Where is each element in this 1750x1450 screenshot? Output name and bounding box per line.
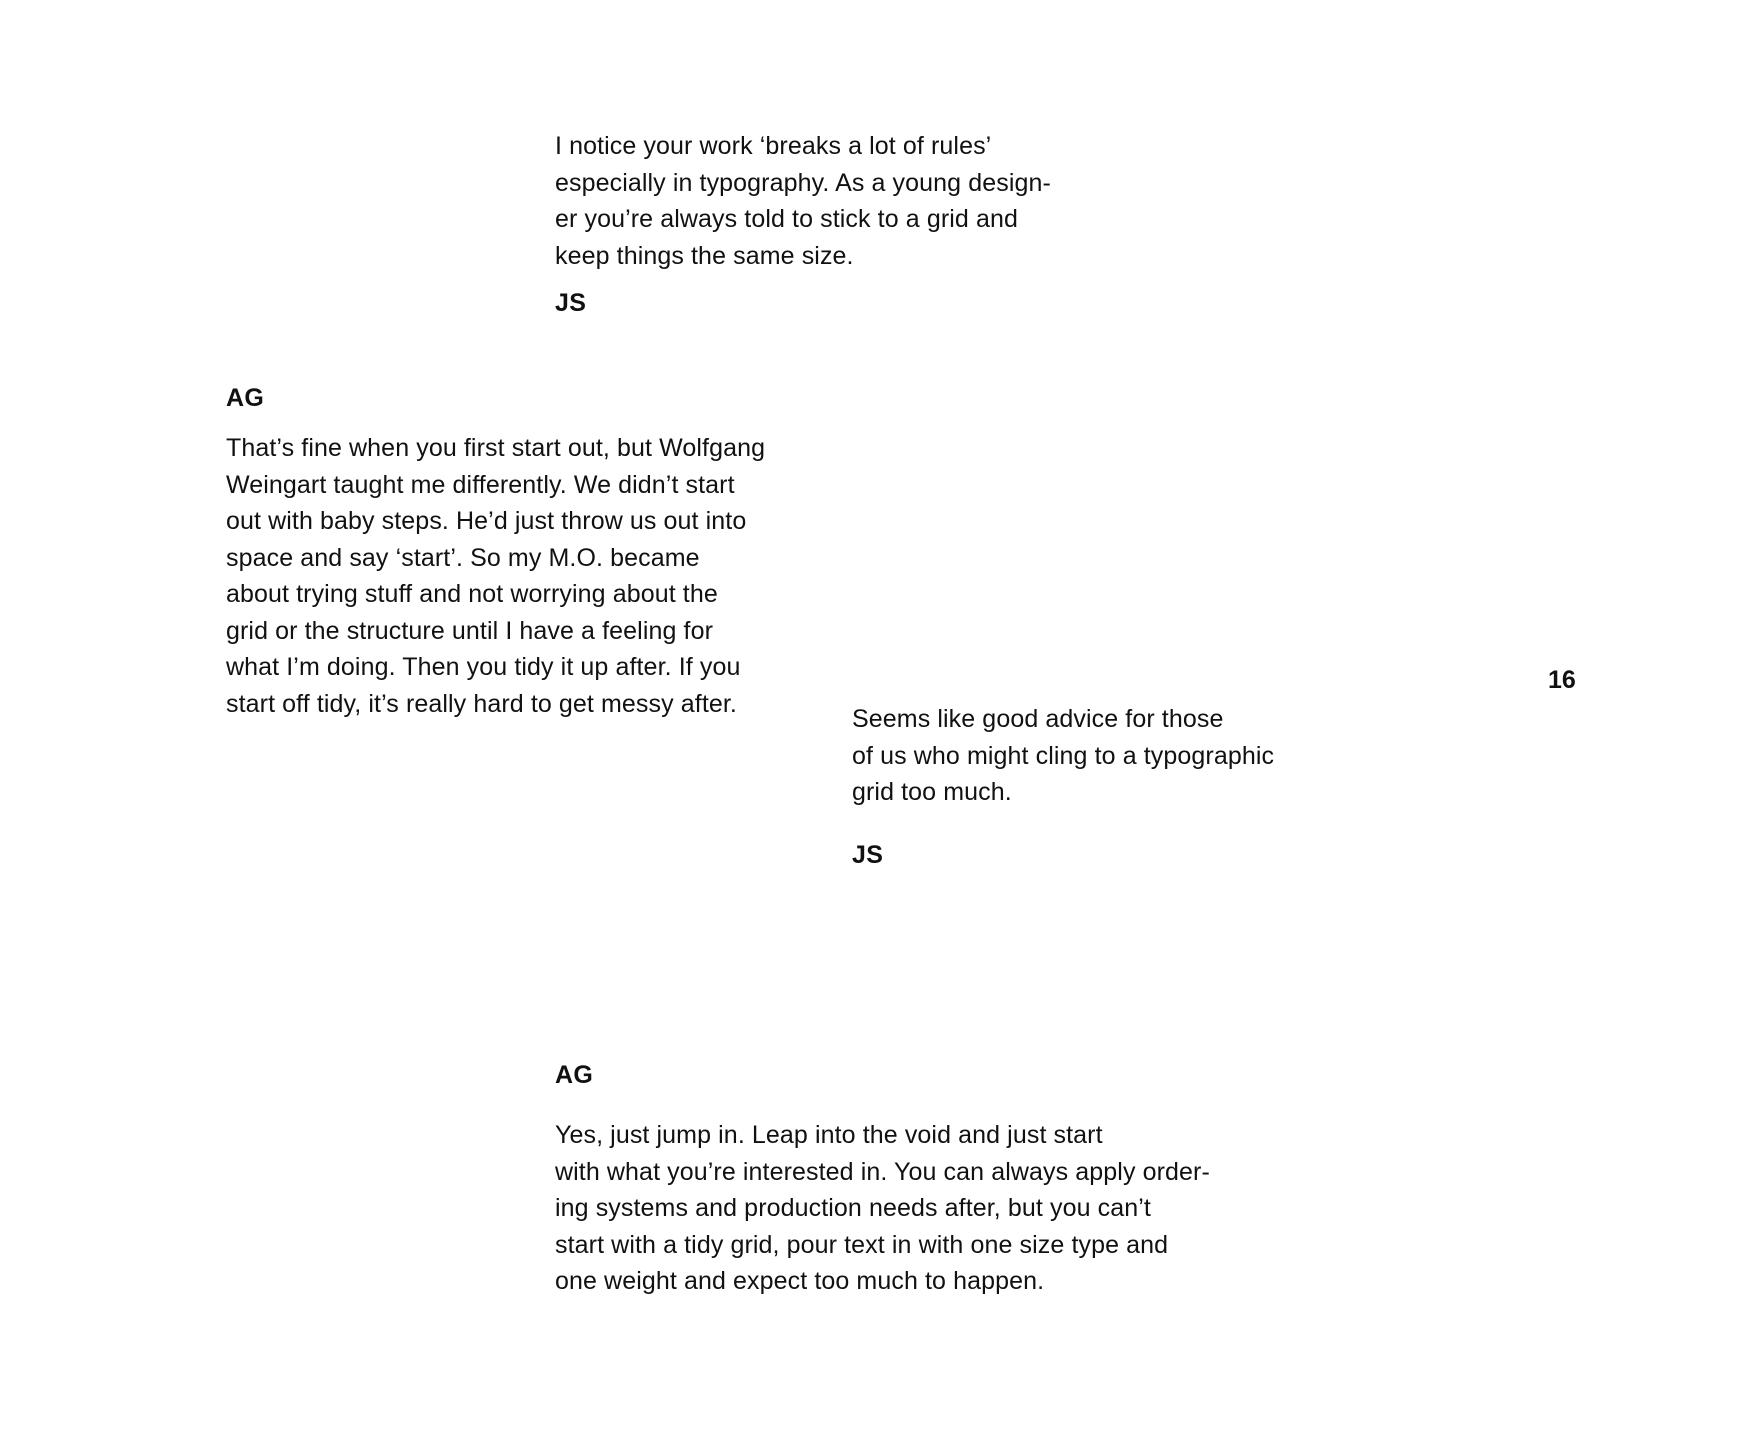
text-line: one weight and expect too much to happen. <box>555 1267 1045 1295</box>
speaker-label-ag-1: AG <box>226 384 265 412</box>
text-line: start off tidy, it’s really hard to get messy after. <box>226 689 737 718</box>
text-line: of us who might cling to a typographic <box>852 741 1275 770</box>
text-line: ing systems and production needs after, but you can’t <box>555 1194 1151 1222</box>
text-line: Yes, just jump in. Leap into the void and just start <box>555 1121 1103 1149</box>
text-line: space and say ‘start’. So my M.O. became <box>226 543 700 572</box>
text-line: keep things the same size. <box>555 241 854 270</box>
text-line: start with a tidy grid, pour text in with one size type and <box>555 1230 1169 1259</box>
question-js-2 <box>852 701 1274 811</box>
text-line: grid or the structure until I have a feeling for <box>226 616 714 645</box>
answer-ag-1 <box>226 430 765 722</box>
speaker-label-js-2: JS <box>852 841 884 869</box>
answer-ag-2 <box>555 1117 1210 1300</box>
text-line: Weingart taught me differently. We didn’t start <box>226 470 735 499</box>
text-line: er you’re always told to stick to a grid and <box>555 205 1018 233</box>
question-js-1 <box>555 128 1051 274</box>
text-line: about trying stuff and not worrying about the <box>226 580 718 608</box>
speaker-label-ag-2: AG <box>555 1061 594 1089</box>
text-line: out with baby steps. He’d just throw us out into <box>226 507 747 535</box>
text-line: That’s fine when you first start out, but Wolfgang <box>226 434 766 462</box>
page-number: 16 <box>1548 666 1576 694</box>
text-line: I notice your work ‘breaks a lot of rules’ <box>555 132 992 160</box>
text-line: especially in typography. As a young design- <box>555 168 1051 197</box>
speaker-label-js-1: JS <box>555 289 587 317</box>
text-line: with what you’re interested in. You can always apply order- <box>555 1157 1210 1186</box>
text-line: Seems like good advice for those <box>852 705 1224 733</box>
text-line: what I’m doing. Then you tidy it up after. If you <box>226 653 741 681</box>
text-line: grid too much. <box>852 778 1012 806</box>
